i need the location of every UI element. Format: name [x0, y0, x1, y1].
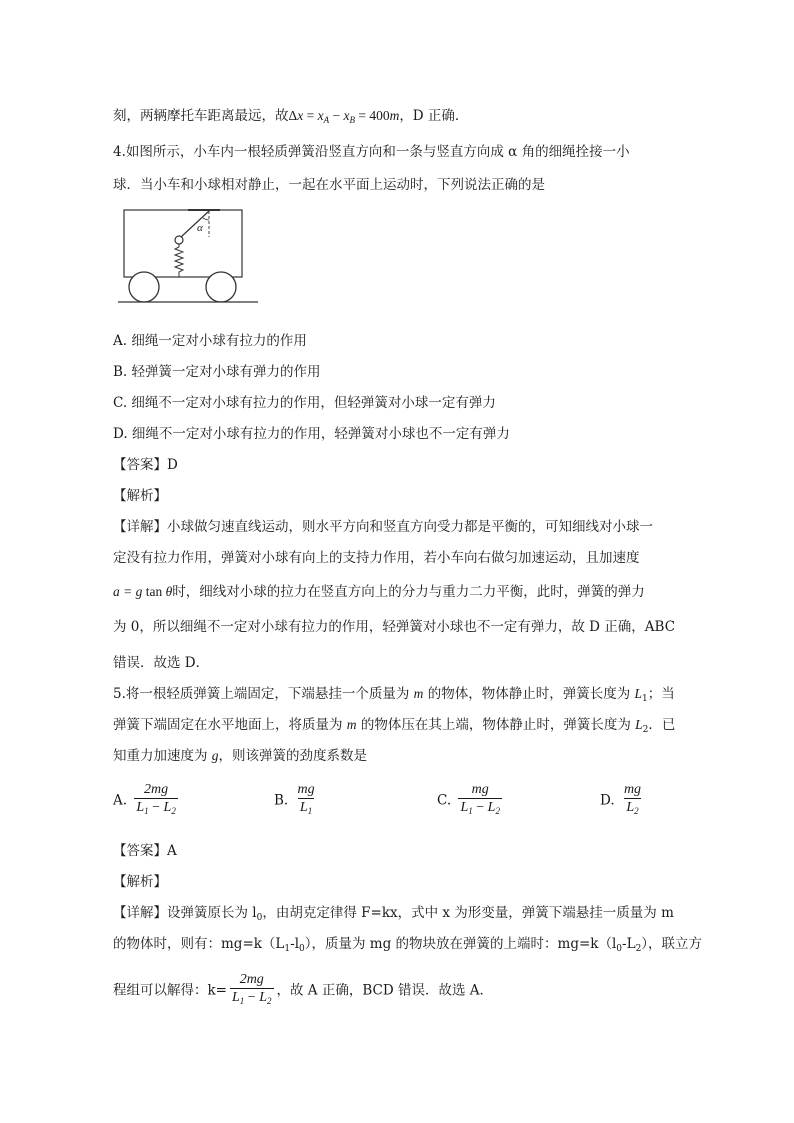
fraction-denominator: $L_1 - L_2$	[458, 798, 502, 820]
prev-conclusion-line	[113, 106, 468, 130]
q5-analysis-heading: 【解析】	[113, 874, 167, 890]
alpha-arc	[203, 218, 209, 220]
math-symbol: x	[297, 108, 304, 123]
text: 程组可以解得：k=	[113, 982, 227, 999]
q4-answer: 【答案】D	[113, 457, 178, 473]
subscript: 0	[256, 913, 263, 923]
text: ；当	[647, 686, 675, 702]
q4-stem-line2: 球．当小车和小球相对静止，一起在水平面上运动时，下列说法正确的是	[113, 177, 545, 193]
text: ，由胡克定律得 F=kx，式中 x 为形变量，弹簧下端悬挂一质量为 m	[262, 905, 674, 921]
q4-option-d: D. 细绳不一定对小球有拉力的作用，轻弹簧对小球也不一定有弹力	[113, 426, 510, 442]
q4-analysis-heading: 【解析】	[113, 488, 167, 504]
q4-option-c: C. 细绳不一定对小球有拉力的作用，但轻弹簧对小球一定有弹力	[113, 395, 496, 411]
q4-detail-line5: 错误．故选 D．	[113, 655, 210, 671]
q5-stem-line1	[113, 684, 675, 709]
q5-option-d	[600, 782, 646, 820]
math-symbol: = g	[119, 584, 143, 599]
left-wheel	[129, 272, 159, 302]
subscript: 1	[284, 944, 291, 954]
spring	[175, 244, 183, 277]
math-symbol: m	[346, 717, 357, 732]
fraction-denominator: $L_1 - L_2$	[230, 988, 274, 1010]
text: 的物体，物体静止时，弹簧长度为	[423, 686, 635, 702]
fraction-numerator: mg	[471, 782, 489, 797]
text: ，D 正确．	[399, 108, 469, 124]
subscript: 0	[616, 944, 623, 954]
text: ．已	[648, 717, 676, 733]
text: 【详解】设弹簧原长为 l	[113, 905, 257, 921]
text: -L	[622, 936, 636, 952]
q5-detail-line3	[113, 972, 493, 1010]
math-symbol: L	[635, 717, 643, 732]
math-subscript: 2	[642, 725, 649, 735]
q4-stem-line1: 4.如图所示，小车内一根轻质弹簧沿竖直方向和一条与竖直方向成 α 角的细绳拴接一小	[113, 144, 630, 160]
math-subscript: A	[323, 115, 330, 125]
text: 的物体时，则有：mg=k（L	[113, 936, 285, 952]
math-symbol: θ	[165, 584, 173, 599]
q5-option-c	[437, 782, 505, 820]
option-label: D.	[600, 792, 615, 809]
fraction	[622, 782, 643, 820]
fraction	[296, 782, 317, 820]
fraction-numerator: mg	[623, 782, 642, 797]
fraction-denominator: $L_2$	[624, 798, 640, 820]
math-symbol: x	[317, 108, 324, 123]
fraction	[230, 972, 274, 1010]
cart-diagram	[118, 207, 258, 307]
q4-detail-line4: 为 0，所以细绳不一定对小球有拉力的作用，轻弹簧对小球也不一定有弹力，故 D 正确，ABC	[113, 619, 676, 635]
math-symbol: x	[343, 108, 350, 123]
q4-detail-line1: 【详解】小球做匀速直线运动，则水平方向和竖直方向受力都是平衡的，可知细线对小球一	[113, 519, 653, 535]
math-symbol: =	[354, 108, 370, 123]
math-unit: m	[389, 108, 400, 123]
text: ），联立方	[641, 936, 703, 952]
q5-option-a	[113, 782, 181, 820]
q5-option-b	[274, 782, 320, 820]
fraction-numerator: 2mg	[144, 782, 169, 797]
q5-answer: 【答案】A	[113, 843, 177, 859]
q4-option-a: A. 细绳一定对小球有拉力的作用	[113, 333, 307, 349]
math-symbol: Δ	[288, 108, 298, 123]
text: 的物体压在其上端，物体静止时，弹簧长度为	[356, 717, 636, 733]
fraction-denominator: $L_1$	[298, 798, 314, 820]
math-symbol: m	[413, 686, 424, 701]
math-function: tan	[145, 584, 163, 599]
q5-stem-line2	[113, 715, 675, 740]
option-label: C.	[437, 792, 452, 809]
text: 弹簧下端固定在水平地面上，将质量为	[113, 717, 347, 733]
q5-detail-line2	[113, 934, 702, 959]
q5-stem-line3	[113, 746, 367, 766]
math-subscript: B	[349, 115, 355, 125]
math-symbol: g	[211, 748, 219, 763]
math-symbol: L	[634, 686, 643, 701]
right-wheel	[206, 272, 236, 302]
q4-option-b: B. 轻弹簧一定对小球有弹力的作用	[113, 364, 321, 380]
ball	[175, 236, 183, 244]
rope	[181, 211, 209, 237]
subscript: 2	[635, 944, 642, 954]
text: ），质量为 mg 的物块放在弹簧的上端时：mg=k（l	[304, 936, 617, 952]
math-symbol: a	[113, 584, 120, 599]
q4-detail-line3	[113, 582, 645, 602]
fraction-numerator: mg	[297, 782, 315, 797]
text: ，故 A 正确，BCD 错误．故选 A．	[276, 982, 493, 999]
text: ，则该弹簧的劲度系数是	[218, 748, 368, 764]
math-symbol: −	[329, 108, 344, 123]
subscript: 0	[299, 944, 305, 954]
alpha-label: α	[197, 222, 203, 234]
fraction	[458, 782, 502, 820]
fraction-denominator: $L_1 - L_2$	[134, 798, 178, 820]
fraction	[134, 782, 178, 820]
fraction-numerator: 2mg	[239, 972, 264, 987]
text: 刻，两辆摩托车距离最远，故	[113, 108, 289, 124]
text: -l	[290, 936, 300, 952]
cart-spring-figure	[118, 207, 258, 311]
cart-body	[124, 210, 242, 277]
option-label: B.	[274, 792, 289, 809]
text: 5.将一根轻质弹簧上端固定，下端悬挂一个质量为	[113, 686, 414, 702]
q4-detail-line2: 定没有拉力作用，弹簧对小球有向上的支持力作用，若小车向右做匀加速运动，且加速度	[113, 550, 640, 566]
math-symbol: =	[303, 108, 318, 123]
math-value: 400	[369, 108, 390, 123]
text: 时，细线对小球的拉力在竖直方向上的分力与重力二力平衡，此时，弹簧的弹力	[172, 584, 645, 600]
text: 知重力加速度为	[113, 748, 212, 764]
q5-detail-line1	[113, 903, 674, 928]
math-subscript: 1	[642, 694, 648, 704]
option-label: A.	[113, 792, 128, 809]
